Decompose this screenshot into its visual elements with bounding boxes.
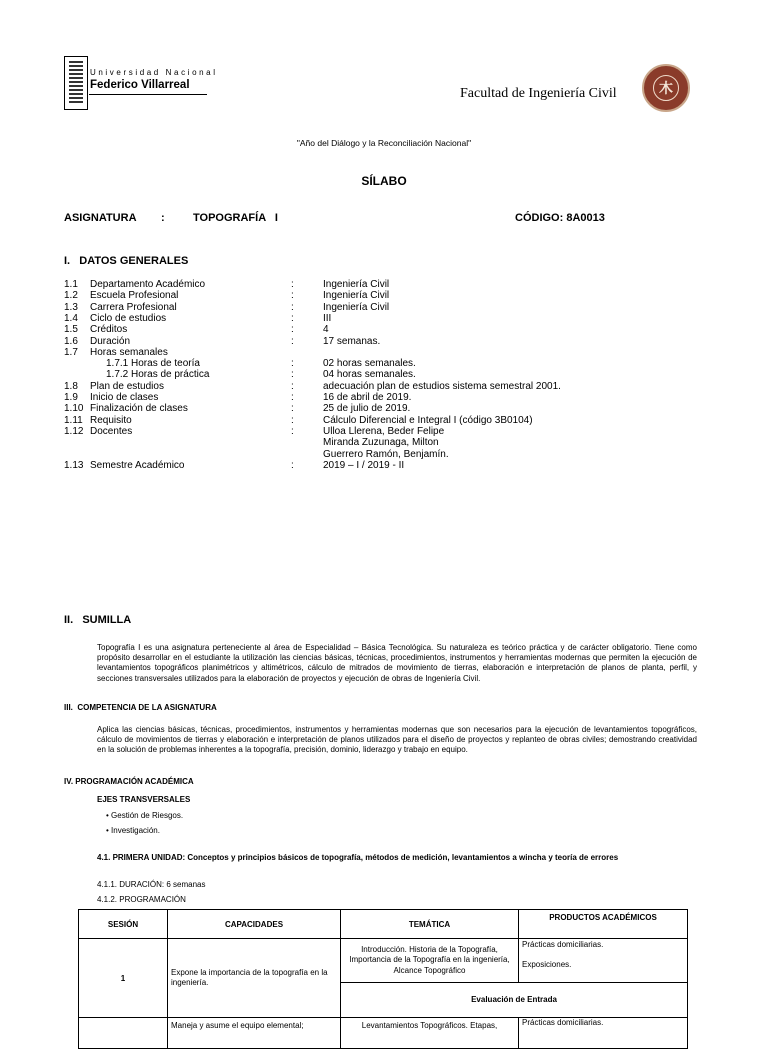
- datos-row-label: Carrera Profesional: [90, 301, 177, 313]
- topic-cell: Levantamientos Topográficos. Etapas,: [341, 1018, 519, 1049]
- course-code: CÓDIGO: 8A0013: [515, 212, 605, 224]
- datos-row-value: 4: [323, 324, 329, 336]
- datos-row-label: Horas semanales: [90, 346, 168, 358]
- header-rule: [89, 94, 207, 95]
- section-heading-datos-generales: I. DATOS GENERALES: [64, 255, 189, 267]
- datos-row-number: 1.5: [64, 324, 78, 336]
- datos-row-number: 1.2: [64, 290, 78, 302]
- datos-row-label: Docentes: [90, 425, 133, 437]
- datos-row-number: 1.12: [64, 425, 84, 437]
- document-title: SÍLABO: [361, 174, 407, 188]
- subject-label: ASIGNATURA: [64, 212, 137, 224]
- datos-row-colon: :: [291, 459, 294, 471]
- datos-row-label: Plan de estudios: [90, 380, 164, 392]
- unit-heading: 4.1. PRIMERA UNIDAD: Conceptos y principios básicos de topografía, métodos de medición, levantamientos a wincha y teoría de errores: [97, 853, 619, 862]
- datos-row-number: 1.7: [64, 346, 78, 358]
- section-heading-sumilla: II. SUMILLA: [64, 614, 132, 626]
- datos-row-label: Finalización de clases: [90, 403, 188, 415]
- datos-row-value: 02 horas semanales.: [323, 358, 416, 370]
- faculty-name: Facultad de Ingeniería Civil: [460, 86, 617, 101]
- datos-row-value: 04 horas semanales.: [323, 369, 416, 381]
- subject-name: TOPOGRAFÍA I: [193, 212, 278, 224]
- product-item: Prácticas domiciliarias.: [522, 940, 604, 949]
- column-header-topic: TEMÁTICA: [341, 910, 519, 939]
- datos-row-value: Ingeniería Civil: [323, 290, 390, 302]
- datos-row-label: Departamento Académico: [90, 279, 206, 290]
- subject-colon: :: [161, 212, 165, 224]
- datos-row-label: Escuela Profesional: [90, 290, 179, 302]
- datos-row-colon: :: [291, 312, 294, 324]
- unit-programming-label: 4.1.2. PROGRAMACIÓN: [97, 895, 186, 904]
- datos-row-label: Créditos: [90, 324, 128, 336]
- datos-row-colon: :: [291, 380, 294, 392]
- schedule-table: [78, 909, 688, 1049]
- evaluation-cell: Evaluación de Entrada: [341, 982, 688, 1017]
- section-heading-programacion: IV. PROGRAMACIÓN ACADÉMICA: [64, 777, 194, 786]
- datos-row-label: 1.7.1 Horas de teoría: [106, 358, 200, 370]
- datos-row-label: Requisito: [90, 414, 132, 426]
- table-row: [79, 939, 688, 983]
- datos-row-value: III: [323, 312, 332, 324]
- datos-row-colon: :: [291, 369, 294, 381]
- eje-item: • Investigación.: [106, 826, 160, 835]
- datos-row-colon: :: [291, 425, 294, 437]
- datos-row-label: Inicio de clases: [90, 392, 159, 403]
- capacity-cell: Maneja y asume el equipo elemental;: [168, 1018, 341, 1049]
- datos-row-colon: :: [291, 335, 294, 347]
- column-header-capacities: CAPACIDADES: [168, 910, 341, 939]
- datos-row-number: 1.9: [64, 392, 78, 403]
- table-row: [79, 1018, 688, 1049]
- datos-row-number: 1.10: [64, 403, 84, 415]
- datos-row-number: 1.6: [64, 335, 78, 347]
- datos-row-value: Ingeniería Civil: [323, 301, 390, 313]
- product-item: Exposiciones.: [522, 960, 572, 969]
- datos-generales-list: [0, 279, 768, 469]
- datos-row-value: adecuación plan de estudios sistema semestral 2001.: [323, 380, 561, 392]
- datos-row-value: 16 de abril de 2019.: [323, 392, 412, 403]
- datos-row-label: Semestre Académico: [90, 459, 185, 471]
- year-motto: "Año del Diálogo y la Reconciliación Nacional": [296, 138, 472, 148]
- datos-row-colon: :: [291, 358, 294, 370]
- datos-row-value: 2019 – I / 2019 - II: [323, 459, 405, 471]
- datos-row-value: Cálculo Diferencial e Integral I (código 3B0104): [323, 414, 533, 426]
- capacity-cell: Expone la importancia de la topografía en la ingeniería.: [168, 939, 341, 1018]
- datos-row-colon: :: [291, 279, 294, 290]
- products-cell: [519, 939, 688, 983]
- datos-row-label: Duración: [90, 335, 131, 347]
- datos-row-number: 1.4: [64, 312, 78, 324]
- datos-row-number: 1.13: [64, 459, 84, 471]
- datos-row-value: Guerrero Ramón, Benjamín.: [323, 448, 449, 460]
- datos-row-label: Ciclo de estudios: [90, 312, 167, 324]
- university-logo: [64, 56, 88, 110]
- datos-row-number: 1.11: [64, 414, 83, 426]
- faculty-seal: [642, 64, 690, 112]
- datos-row-colon: :: [291, 403, 294, 415]
- datos-row-value: 17 semanas.: [323, 335, 381, 347]
- ejes-heading: EJES TRANSVERSALES: [97, 795, 191, 804]
- datos-row-value: Ulloa Llerena, Beder Felipe: [323, 425, 445, 437]
- session-number: 1: [79, 939, 168, 1018]
- datos-row-label: 1.7.2 Horas de práctica: [106, 369, 210, 381]
- session-number: [79, 1018, 168, 1049]
- university-name-line2: Federico Villarreal: [90, 79, 190, 91]
- competencia-paragraph: Aplica las ciencias básicas, técnicas, procedimientos, instrumentos y herramientas modernas que son necesarios para la ejecución de levantamientos topográficos, cálculo de movimientos de tierras y elaboración e interpretación de planos utilizados para el diseño de proyectos y replanteo de obras civiles; demostrando creatividad en la solución de problemas inherentes a la topografía, precisión, dominio, liderazgo y trabajo en equipo.: [97, 725, 697, 755]
- products-cell: Prácticas domiciliarias.: [519, 1018, 688, 1049]
- eje-item: • Gestión de Riesgos.: [106, 811, 184, 820]
- datos-row-value: Miranda Zuzunaga, Milton: [323, 437, 439, 449]
- datos-row-colon: :: [291, 301, 294, 313]
- topic-cell: Introducción. Historia de la Topografía, Importancia de la Topografía en la ingeniería, Alcance Topográfico: [341, 939, 519, 983]
- datos-row-value: Ingeniería Civil: [323, 279, 390, 290]
- column-header-session: SESIÓN: [79, 910, 168, 939]
- datos-row-colon: :: [291, 324, 294, 336]
- datos-row-number: 1.8: [64, 380, 78, 392]
- seal-emblem: 木: [653, 75, 679, 101]
- datos-row-value: 25 de julio de 2019.: [323, 403, 411, 415]
- university-name-line1: Universidad Nacional: [90, 68, 218, 77]
- datos-row-number: 1.1: [64, 279, 78, 290]
- datos-row-colon: :: [291, 414, 294, 426]
- column-header-products: PRODUCTOS ACADÉMICOS: [519, 910, 688, 939]
- table-header-row: [79, 910, 688, 939]
- datos-row-colon: :: [291, 392, 294, 403]
- datos-row-number: 1.3: [64, 301, 78, 313]
- section-heading-competencia: III. COMPETENCIA DE LA ASIGNATURA: [64, 703, 217, 712]
- sumilla-paragraph: Topografía I es una asignatura perteneciente al área de Especialidad – Básica Tecnológica. Su naturaleza es teórico práctica y de carácter obligatorio. Tiene como propósito desarrollar en el estudiante la utilización las ciencias básicas, técnicas, procedimientos, instrumentos y herramientas modernas que permiten la ejecución de levantamientos topográficos planimétricos y altimétricos, cálculo de mitrados de movimiento de tierras, elaboración e interpretación de planos de planta, perfil, y secciones transversales utilizados para la elaboración de proyectos y ejecución de obras de Ingeniería Civil.: [97, 643, 697, 683]
- datos-row-colon: :: [291, 290, 294, 302]
- unit-duration: 4.1.1. DURACIÓN: 6 semanas: [97, 880, 206, 889]
